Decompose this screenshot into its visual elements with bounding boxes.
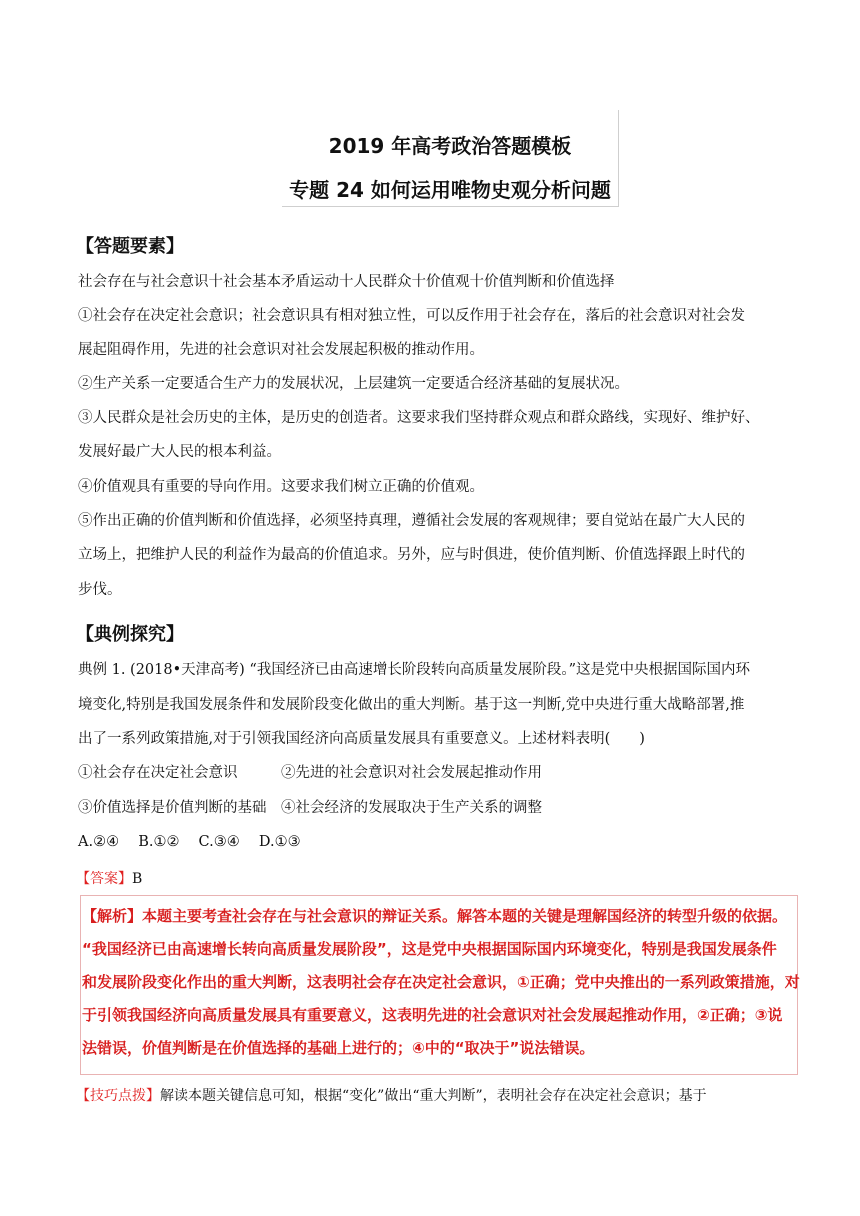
example-line: 出了一系列政策措施,对于引领我国经济向高质量发展具有重要意义。上述材料表明( ) <box>78 731 645 747</box>
title-box <box>282 110 619 207</box>
tip-tag: 【技巧点拨】 <box>76 1088 160 1104</box>
elements-line: 社会存在与社会意识十社会基本矛盾运动十人民群众十价值观十价值判断和价值选择 <box>78 274 615 290</box>
elements-line: ②生产关系一定要适合生产力的发展状况，上层建筑一定要适合经济基础的复展状况。 <box>78 376 629 392</box>
analysis-line: “我国经济已由高速增长转向高质量发展阶段”，这是党中央根据国际国内环境变化，特别是我国发展条件 <box>82 940 777 958</box>
elements-line: 发展好最广大人民的根本利益。 <box>78 444 281 460</box>
elements-line: 展起阻碍作用，先进的社会意识对社会发展起积极的推动作用。 <box>78 342 484 358</box>
answer-line <box>76 868 142 888</box>
example-option-line: ①社会存在决定社会意识 ②先进的社会意识对社会发展起推动作用 <box>78 765 542 781</box>
analysis-line: 【解析】本题主要考查社会存在与社会意识的辩证关系。解答本题的关键是理解国经济的转型升级的依据。 <box>82 907 788 925</box>
analysis-line: 于引领我国经济向高质量发展具有重要意义，这表明先进的社会意识对社会发展起推动作用，②正确；③说 <box>82 1006 783 1024</box>
document-title: 2019 年高考政治答题模板 <box>328 134 572 158</box>
answer-value: B <box>132 871 143 887</box>
section-heading-elements: 【答题要素】 <box>76 236 184 257</box>
elements-line: ③人民群众是社会历史的主体，是历史的创造者。这要求我们坚持群众观点和群众路线，实现好、维护好、 <box>78 410 760 426</box>
example-line: 境变化,特别是我国发展条件和发展阶段变化做出的重大判断。基于这一判断,党中央进行重大战略部署,推 <box>78 697 745 713</box>
analysis-line: 和发展阶段变化作出的重大判断，这表明社会存在决定社会意识，①正确；党中央推出的一系列政策措施，对 <box>82 973 800 991</box>
elements-line: ⑤作出正确的价值判断和价值选择，必须坚持真理，遵循社会发展的客观规律；要自觉站在最广大人民的 <box>78 513 745 529</box>
elements-line: ①社会存在决定社会意识；社会意识具有相对独立性，可以反作用于社会存在，落后的社会意识对社会发 <box>78 308 745 324</box>
tip-text: 解读本题关键信息可知，根据“变化”做出“重大判断”，表明社会存在决定社会意识；基于 <box>160 1088 707 1104</box>
document-subtitle: 专题 24 如何运用唯物史观分析问题 <box>289 178 611 202</box>
section-heading-examples: 【典例探究】 <box>76 624 184 645</box>
tip-line <box>76 1085 707 1105</box>
example-option-line: ③价值选择是价值判断的基础 ④社会经济的发展取决于生产关系的调整 <box>78 800 542 816</box>
elements-line: ④价值观具有重要的导向作用。这要求我们树立正确的价值观。 <box>78 479 484 495</box>
elements-line: 立场上，把维护人民的利益作为最高的价值追求。另外，应与时俱进，使价值判断、价值选择跟上时代的 <box>78 547 745 563</box>
answer-tag: 【答案】 <box>76 871 132 887</box>
analysis-line: 法错误，价值判断是在价值选择的基础上进行的；④中的“取决于”说法错误。 <box>82 1039 595 1057</box>
example-line: 典例 1. (2018•天津高考) “我国经济已由高速增长阶段转向高质量发展阶段。”这是党中央根据国际国内环 <box>78 662 751 678</box>
elements-line: 步伐。 <box>78 582 122 598</box>
example-choices-line: A.②④ B.①② C.③④ D.①③ <box>78 834 301 850</box>
